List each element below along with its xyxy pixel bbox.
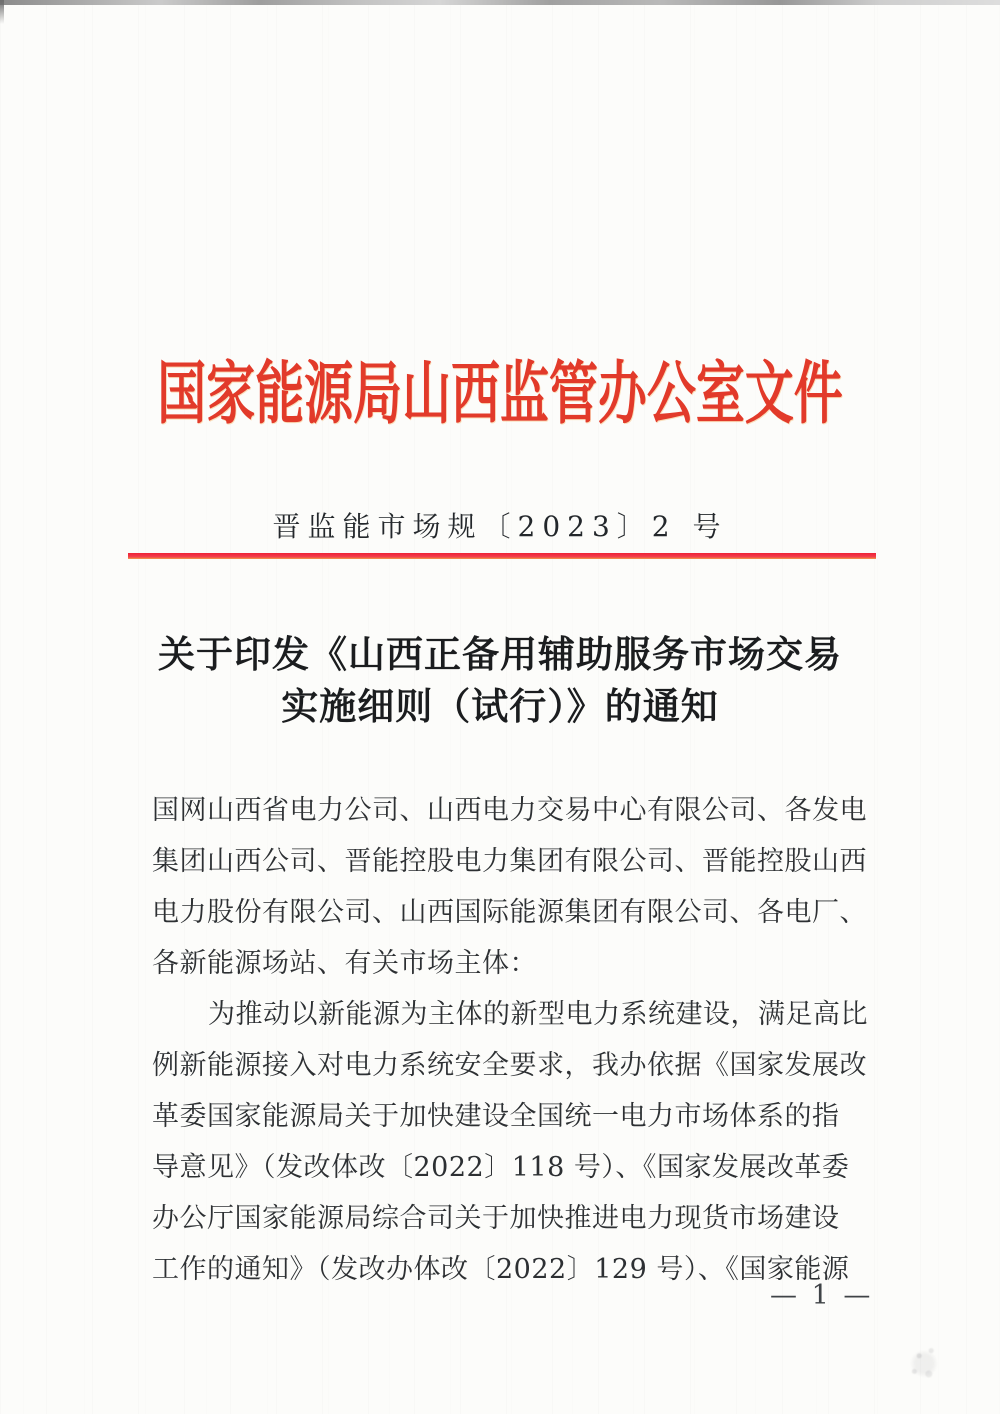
letterhead-agency-title: 国家能源局山西监管办公室文件 (157, 354, 843, 434)
body-line-paragraph-3: 革委国家能源局关于加快建设全国统一电力市场体系的指 (152, 1101, 840, 1132)
body-line-recipients-3: 电力股份有限公司、山西国际能源集团有限公司、各电厂、 (152, 897, 867, 928)
scan-artifact-smudge (900, 1335, 948, 1387)
body-line-recipients-1: 国网山西省电力公司、山西电力交易中心有限公司、各发电 (152, 795, 867, 826)
scan-artifact-top-edge (0, 0, 1000, 5)
body-line-paragraph-2: 例新能源接入对电力系统安全要求，我办依据《国家发展改 (152, 1050, 867, 1081)
body-line-paragraph-6: 工作的通知》（发改办体改〔2022〕129 号）、《国家能源 (152, 1254, 850, 1285)
body-line-paragraph-5: 办公厅国家能源局综合司关于加快推进电力现货市场建设 (152, 1203, 840, 1234)
scan-artifact-corner-tick (0, 0, 4, 24)
document-number: 晋监能市场规〔2023〕2 号 (272, 510, 728, 543)
body-line-recipients-2: 集团山西公司、晋能控股电力集团有限公司、晋能控股山西 (152, 846, 867, 877)
document-title-line2: 实施细则（试行）》的通知 (281, 684, 719, 728)
body-line-paragraph-1: 为推动以新能源为主体的新型电力系统建设，满足高比 (208, 999, 868, 1030)
body-line-recipients-4: 各新能源场站、有关市场主体： (152, 948, 537, 979)
document-body (152, 788, 872, 1298)
document-title-line1: 关于印发《山西正备用辅助服务市场交易 (158, 632, 842, 676)
page-number: — 1 — (770, 1280, 874, 1311)
document-title (0, 628, 1000, 732)
body-line-paragraph-4: 导意见》（发改体改〔2022〕118 号）、《国家发展改革委 (152, 1152, 850, 1183)
red-divider-rule (128, 553, 876, 559)
